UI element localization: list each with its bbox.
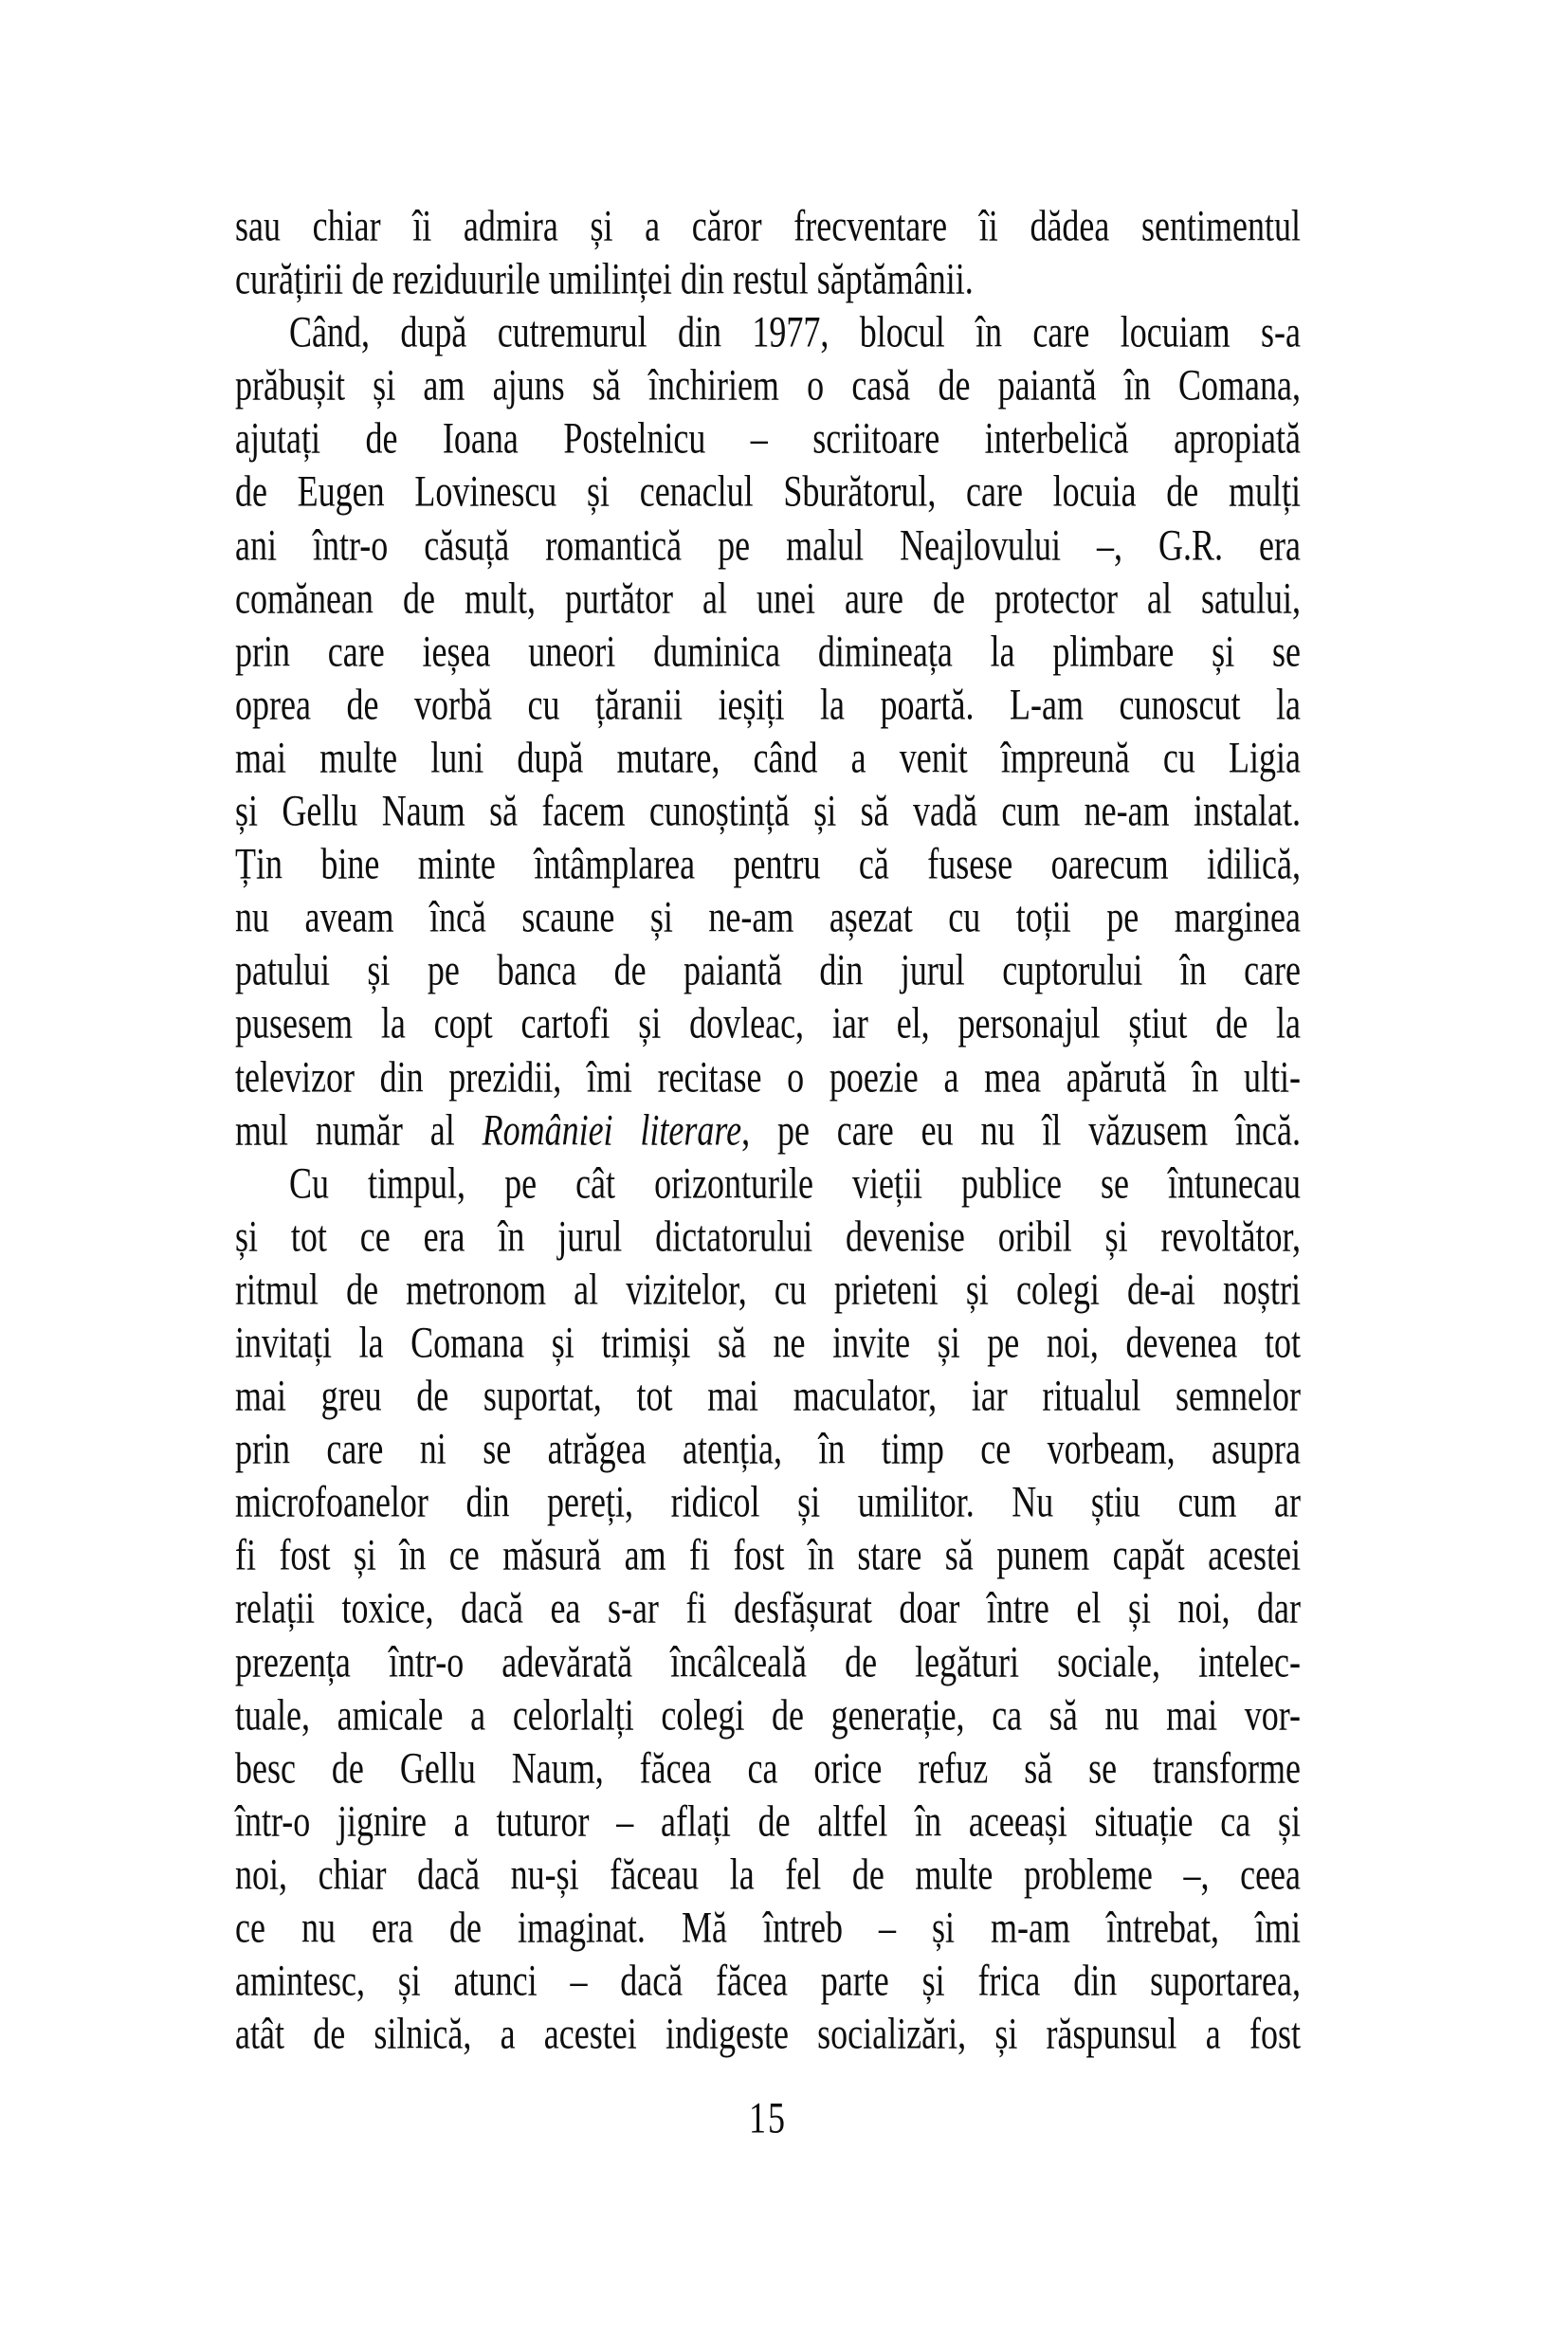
text-line: prezența într-o adevărată încâlceală de legături sociale, intelec- (235, 1636, 1301, 1686)
text-line: atât de silnică, a acestei indigeste socializări, și răspunsul a fost (235, 2009, 1301, 2058)
page-number: 15 (749, 2093, 787, 2142)
body-text (235, 199, 1301, 2060)
text-line: ritmul de metronom al vizitelor, cu prieteni și colegi de-ai noștri (235, 1265, 1301, 1314)
text-line: Cu timpul, pe cât orizonturile vieții publice se întunecau (289, 1158, 1301, 1208)
text-line: într-o jignire a tuturor – aflați de altfel în aceeași situație ca și (235, 1796, 1301, 1846)
text-line: mai greu de suportat, tot mai maculator, iar ritualul semnelor (235, 1371, 1301, 1420)
text-line: oprea de vorbă cu țăranii ieșiți la poartă. L-am cunoscut la (235, 680, 1301, 729)
text-line: nu aveam încă scaune și ne-am așezat cu toții pe marginea (235, 892, 1301, 941)
text-line: prin care ieșea uneori duminica dimineața la plimbare și se (235, 627, 1301, 676)
text-line: mul număr al României literare, pe care eu nu îl văzusem încă. (235, 1104, 1301, 1155)
text-line: pusesem la copt cartofi și dovleac, iar el, personajul știut de la (235, 998, 1301, 1048)
text-line: ani într-o căsuță romantică pe malul Neajlovului –, G.R. era (235, 519, 1301, 570)
text-line: curățirii de reziduurile umilinței din restul săptămânii. (235, 254, 974, 303)
text-line: fi fost și în ce măsură am fi fost în stare să punem capăt acestei (235, 1530, 1301, 1579)
text-line: de Eugen Lovinescu și cenaclul Sburătorul, care locuia de mulți (235, 466, 1301, 517)
text-line: amintesc, și atunci – dacă făcea parte și frica din suportarea, (235, 1956, 1301, 2005)
text-line: Țin bine minte întâmplarea pentru că fusese oarecum idilică, (235, 839, 1301, 888)
text-line: ajutați de Ioana Postelnicu – scriitoare interbelică apropiată (235, 413, 1301, 463)
text-line: și Gellu Naum să facem cunoștință și să vadă cum ne-am instalat. (235, 786, 1301, 835)
text-line: ce nu era de imaginat. Mă întreb – și m-am întrebat, îmi (235, 1903, 1301, 1952)
text-line: microfoanelor din pereți, ridicol și umilitor. Nu știu cum ar (235, 1477, 1301, 1526)
text-line: tuale, amicale a celorlalți colegi de generație, ca să nu mai vor- (235, 1690, 1301, 1740)
text-line: noi, chiar dacă nu-și făceau la fel de multe probleme –, ceea (235, 1850, 1301, 1899)
text-line: invitați la Comana și trimiși să ne invite și pe noi, devenea tot (235, 1318, 1301, 1367)
text-line: comănean de mult, purtător al unei aure de protector al satului, (235, 574, 1301, 623)
text-line: prăbușit și am ajuns să închiriem o casă de paiantă în Comana, (235, 360, 1301, 410)
text-line: și tot ce era în jurul dictatorului devenise oribil și revoltător, (235, 1212, 1301, 1261)
text-line: prin care ni se atrăgea atenția, în timp ce vorbeam, asupra (235, 1424, 1301, 1473)
text-line: televizor din prezidii, îmi recitase o poezie a mea apărută în ulti- (235, 1051, 1301, 1102)
text-line: sau chiar îi admira și a căror frecventare îi dădea sentimentul (235, 201, 1301, 250)
text-line: mai multe luni după mutare, când a venit împreună cu Ligia (235, 733, 1301, 782)
text-line: patului și pe banca de paiantă din jurul cuptorului în care (235, 945, 1301, 994)
text-line: besc de Gellu Naum, făcea ca orice refuz să se transforme (235, 1743, 1301, 1793)
text-line: relații toxice, dacă ea s-ar fi desfășurat doar între el și noi, dar (235, 1583, 1301, 1633)
text-line: Când, după cutremurul din 1977, blocul în care locuiam s-a (289, 307, 1301, 356)
